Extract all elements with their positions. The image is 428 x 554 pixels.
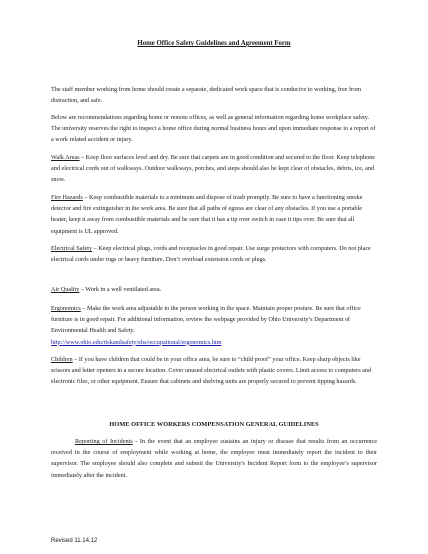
fire-hazards-label: Fire Hazards bbox=[51, 194, 83, 201]
ergonomics-link[interactable]: http://www.ohio.edu/riskandsafety/ehs/occupational/ergonomics.htm bbox=[51, 338, 222, 346]
compensation-heading: HOME OFFICE WORKERS COMPENSATION GENERAL GUIDELINES bbox=[109, 421, 319, 428]
air-quality-paragraph bbox=[51, 284, 377, 295]
air-quality-label: Air Quality bbox=[51, 286, 80, 293]
fire-hazards-text: – Keep combustible materials to a minimum and dispose of trash promptly. Be sure to have a functioning smoke detector and fire extinguisher in the work area. Be sure that all paths of egress are clear of any obstacles. If you use a portable heater, keep it away from combustible materials and be sure that it has a tip over switch in case it tips over. Be sure that all equipment is UL approved. bbox=[51, 194, 363, 235]
children-label: Children bbox=[51, 356, 73, 363]
reporting-label: Reporting of Incidents bbox=[75, 438, 133, 445]
walk-areas-text: – Keep floor surfaces level and dry. Be sure that carpets are in good condition and secured to the floor. Keep telephone and electrical cords out of walkways. Outdoor walkways, porches, and steps should also be kept clear of obstacles, debris, ice, and snow. bbox=[51, 154, 376, 184]
air-quality-text: – Work in a well ventilated area. bbox=[79, 286, 162, 293]
reporting-paragraph bbox=[51, 436, 377, 481]
ergonomics-text: – Make the work area adjustable to the person working in the space. Maintain proper posture. Be sure that office furniture is in good repair. For additional information, review the webpage provided by Ohio University’s Department of Environmental Health and Safety. bbox=[51, 305, 361, 335]
electrical-safety-text: – Keep electrical plugs, cords and receptacles in good repair. Use surge protectors with computers. Do not place electrical cords under rugs or heavy furniture. Don’t overload extension cords or plugs. bbox=[51, 245, 371, 264]
electrical-safety-label: Electrical Safety bbox=[51, 245, 93, 252]
intro-paragraph: The staff member working from home should create a separate, dedicated work space that is conducive to working, free from distraction, and safe. bbox=[51, 86, 362, 105]
fire-hazards-paragraph bbox=[51, 192, 377, 237]
revision-date: Revised 11.14.12 bbox=[51, 538, 98, 544]
children-text: – If you have children that could be in your office area, be sure to “child proof” your office. Keep sharp objects like scissors and letter openers in a secure location. Cover unused electrical outlets with plastic covers. Limit access to computers and electronic files, or other equipment. Ensure that cabinets and shelving units are properly secured to prevent tipping hazards. bbox=[51, 356, 372, 386]
walk-areas-paragraph bbox=[51, 152, 377, 186]
walk-areas-label: Walk Areas bbox=[51, 154, 80, 161]
ergonomics-paragraph bbox=[51, 303, 377, 348]
reporting-text: - In the event that an employee sustains an injury or disease that results from an occurrence received in the course of employment while working at home, the employee must immediately report the incident to their supervisor. The employee should also complete and submit the University's Incident Report form to the employee’s supervisor immediately after the incident. bbox=[51, 438, 377, 479]
recommendations-paragraph: Below are recommendations regarding home or remote offices, as well as general information regarding home workplace safety. The university reserves the right to inspect a home office during normal business hours and upon immediate response to a report of a work related accident or injury. bbox=[51, 114, 376, 144]
document-title: Home Office Safety Guidelines and Agreement Form bbox=[137, 40, 291, 47]
electrical-safety-paragraph bbox=[51, 243, 377, 265]
ergonomics-label: Ergonomics bbox=[51, 305, 81, 312]
children-paragraph bbox=[51, 354, 377, 388]
